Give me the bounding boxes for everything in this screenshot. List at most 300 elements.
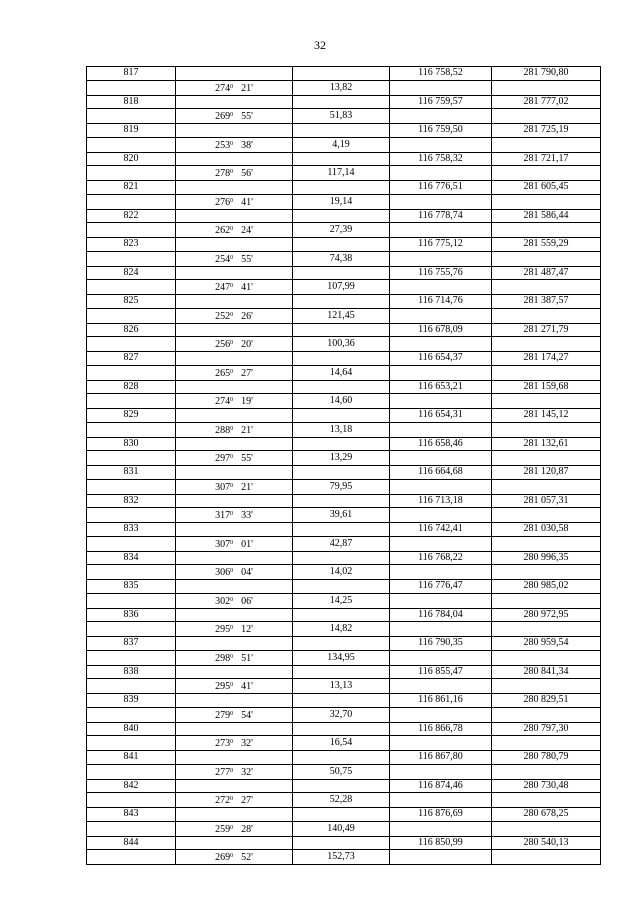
distance: 42,87	[293, 536, 390, 551]
segment-row	[87, 679, 601, 694]
empty-cell	[492, 650, 601, 665]
angle-degrees: $259^0$	[215, 823, 234, 835]
empty-cell	[492, 280, 601, 295]
empty-cell	[492, 793, 601, 808]
x-coordinate: 116 778,74	[390, 209, 492, 223]
segment-row	[87, 166, 601, 181]
segment-row	[87, 308, 601, 323]
point-row	[87, 352, 601, 366]
y-coordinate: 280 841,34	[492, 665, 601, 679]
empty-cell	[87, 764, 176, 779]
x-coordinate: 116 654,31	[390, 409, 492, 423]
empty-cell	[390, 736, 492, 751]
empty-cell	[390, 365, 492, 380]
empty-cell	[176, 808, 293, 822]
y-coordinate: 281 159,68	[492, 380, 601, 394]
segment-row	[87, 764, 601, 779]
empty-cell	[390, 194, 492, 209]
segment-row	[87, 137, 601, 152]
empty-cell	[176, 181, 293, 195]
empty-cell	[293, 523, 390, 537]
angle-degrees: $277^0$	[215, 766, 234, 778]
distance: 100,36	[293, 337, 390, 352]
empty-cell	[390, 280, 492, 295]
coordinates-table-body	[87, 67, 601, 865]
empty-cell	[492, 80, 601, 95]
direction-angle	[176, 707, 293, 722]
direction-angle	[176, 280, 293, 295]
empty-cell	[390, 707, 492, 722]
empty-cell	[492, 565, 601, 580]
empty-cell	[293, 637, 390, 651]
empty-cell	[87, 422, 176, 437]
empty-cell	[293, 808, 390, 822]
point-row	[87, 608, 601, 622]
point-number: 821	[87, 181, 176, 195]
empty-cell	[293, 238, 390, 252]
angle-degrees: $253^0$	[215, 139, 234, 151]
x-coordinate: 116 653,21	[390, 380, 492, 394]
distance: 134,95	[293, 650, 390, 665]
empty-cell	[390, 394, 492, 409]
empty-cell	[87, 707, 176, 722]
angle-degrees: $307^0$	[215, 538, 234, 550]
direction-angle	[176, 80, 293, 95]
point-row	[87, 808, 601, 822]
empty-cell	[492, 308, 601, 323]
empty-cell	[293, 466, 390, 480]
empty-cell	[390, 821, 492, 836]
x-coordinate: 116 876,69	[390, 808, 492, 822]
empty-cell	[492, 479, 601, 494]
empty-cell	[87, 679, 176, 694]
point-row	[87, 751, 601, 765]
point-number: 835	[87, 580, 176, 594]
empty-cell	[390, 80, 492, 95]
y-coordinate: 280 829,51	[492, 694, 601, 708]
direction-angle	[176, 109, 293, 124]
point-number: 840	[87, 722, 176, 736]
empty-cell	[492, 536, 601, 551]
empty-cell	[390, 679, 492, 694]
segment-row	[87, 650, 601, 665]
empty-cell	[390, 593, 492, 608]
angle-minutes: 32'	[241, 738, 253, 749]
angle-degrees: $272^0$	[215, 795, 234, 806]
direction-angle	[176, 793, 293, 808]
empty-cell	[293, 437, 390, 451]
angle-degrees: $276^0$	[215, 196, 234, 208]
segment-row	[87, 337, 601, 352]
distance: 14,82	[293, 622, 390, 637]
segment-row	[87, 223, 601, 238]
point-number: 842	[87, 779, 176, 793]
distance: 14,02	[293, 565, 390, 580]
empty-cell	[293, 409, 390, 423]
empty-cell	[176, 437, 293, 451]
direction-angle	[176, 565, 293, 580]
segment-row	[87, 422, 601, 437]
empty-cell	[492, 707, 601, 722]
y-coordinate: 280 540,13	[492, 836, 601, 850]
segment-row	[87, 251, 601, 266]
empty-cell	[176, 836, 293, 850]
distance: 117,14	[293, 166, 390, 181]
x-coordinate: 116 678,09	[390, 323, 492, 337]
empty-cell	[293, 67, 390, 81]
direction-angle	[176, 365, 293, 380]
empty-cell	[492, 622, 601, 637]
direction-angle	[176, 821, 293, 836]
angle-minutes: 32'	[241, 766, 253, 778]
empty-cell	[390, 850, 492, 865]
segment-row	[87, 793, 601, 808]
empty-cell	[87, 451, 176, 466]
empty-cell	[390, 223, 492, 238]
direction-angle	[176, 422, 293, 437]
empty-cell	[87, 565, 176, 580]
empty-cell	[87, 736, 176, 751]
distance: 16,54	[293, 736, 390, 751]
empty-cell	[87, 166, 176, 181]
point-number: 838	[87, 665, 176, 679]
distance: 121,45	[293, 308, 390, 323]
empty-cell	[87, 508, 176, 523]
distance: 14,64	[293, 365, 390, 380]
x-coordinate: 116 758,32	[390, 152, 492, 166]
x-coordinate: 116 658,46	[390, 437, 492, 451]
empty-cell	[87, 650, 176, 665]
empty-cell	[492, 451, 601, 466]
angle-degrees: $262^0$	[215, 225, 234, 236]
direction-angle	[176, 394, 293, 409]
empty-cell	[293, 836, 390, 850]
empty-cell	[390, 422, 492, 437]
angle-minutes: 20'	[241, 339, 253, 350]
y-coordinate: 281 271,79	[492, 323, 601, 337]
distance: 50,75	[293, 764, 390, 779]
empty-cell	[293, 694, 390, 708]
direction-angle	[176, 593, 293, 608]
point-number: 830	[87, 437, 176, 451]
empty-cell	[87, 280, 176, 295]
angle-degrees: $254^0$	[215, 253, 234, 265]
segment-row	[87, 536, 601, 551]
angle-degrees: $295^0$	[215, 624, 234, 635]
distance: 39,61	[293, 508, 390, 523]
point-row	[87, 67, 601, 81]
segment-row	[87, 508, 601, 523]
angle-degrees: $302^0$	[215, 595, 234, 607]
angle-minutes: 55'	[241, 111, 253, 122]
segment-row	[87, 479, 601, 494]
y-coordinate: 280 780,79	[492, 751, 601, 765]
segment-row	[87, 451, 601, 466]
x-coordinate: 116 855,47	[390, 665, 492, 679]
angle-degrees: $288^0$	[215, 424, 234, 436]
angle-degrees: $278^0$	[215, 168, 234, 179]
point-number: 826	[87, 323, 176, 337]
x-coordinate: 116 654,37	[390, 352, 492, 366]
empty-cell	[293, 722, 390, 736]
angle-minutes: 55'	[241, 453, 253, 464]
segment-row	[87, 850, 601, 865]
angle-minutes: 04'	[241, 567, 253, 578]
distance: 13,82	[293, 80, 390, 95]
empty-cell	[492, 137, 601, 152]
segment-row	[87, 736, 601, 751]
point-row	[87, 409, 601, 423]
direction-angle	[176, 194, 293, 209]
empty-cell	[87, 137, 176, 152]
empty-cell	[293, 124, 390, 138]
angle-degrees: $274^0$	[215, 82, 234, 94]
angle-degrees: $269^0$	[215, 111, 234, 122]
x-coordinate: 116 713,18	[390, 494, 492, 508]
distance: 74,38	[293, 251, 390, 266]
x-coordinate: 116 742,41	[390, 523, 492, 537]
direction-angle	[176, 137, 293, 152]
angle-minutes: 19'	[241, 396, 253, 407]
direction-angle	[176, 622, 293, 637]
angle-minutes: 51'	[241, 652, 253, 664]
empty-cell	[492, 736, 601, 751]
angle-degrees: $247^0$	[215, 282, 234, 293]
point-row	[87, 124, 601, 138]
empty-cell	[492, 251, 601, 266]
distance: 107,99	[293, 280, 390, 295]
empty-cell	[87, 850, 176, 865]
angle-degrees: $317^0$	[215, 510, 234, 521]
direction-angle	[176, 223, 293, 238]
direction-angle	[176, 337, 293, 352]
empty-cell	[176, 779, 293, 793]
angle-minutes: 52'	[241, 852, 253, 863]
distance: 14,25	[293, 593, 390, 608]
empty-cell	[87, 394, 176, 409]
empty-cell	[492, 223, 601, 238]
distance: 79,95	[293, 479, 390, 494]
angle-minutes: 38'	[241, 139, 253, 151]
y-coordinate: 281 725,19	[492, 124, 601, 138]
empty-cell	[176, 751, 293, 765]
point-row	[87, 437, 601, 451]
empty-cell	[176, 466, 293, 480]
empty-cell	[390, 337, 492, 352]
direction-angle	[176, 166, 293, 181]
x-coordinate: 116 664,68	[390, 466, 492, 480]
x-coordinate: 116 867,80	[390, 751, 492, 765]
point-number: 836	[87, 608, 176, 622]
point-row	[87, 779, 601, 793]
x-coordinate: 116 784,04	[390, 608, 492, 622]
x-coordinate: 116 714,76	[390, 295, 492, 309]
distance: 14,60	[293, 394, 390, 409]
empty-cell	[492, 821, 601, 836]
point-row	[87, 836, 601, 850]
y-coordinate: 281 586,44	[492, 209, 601, 223]
y-coordinate: 280 996,35	[492, 551, 601, 565]
empty-cell	[390, 251, 492, 266]
empty-cell	[176, 295, 293, 309]
segment-row	[87, 565, 601, 580]
distance: 51,83	[293, 109, 390, 124]
empty-cell	[87, 622, 176, 637]
empty-cell	[176, 67, 293, 81]
empty-cell	[176, 95, 293, 109]
angle-minutes: 21'	[241, 424, 253, 436]
y-coordinate: 281 132,61	[492, 437, 601, 451]
angle-degrees: $273^0$	[215, 738, 234, 749]
y-coordinate: 281 057,31	[492, 494, 601, 508]
point-row	[87, 181, 601, 195]
x-coordinate: 116 874,46	[390, 779, 492, 793]
point-row	[87, 694, 601, 708]
point-row	[87, 523, 601, 537]
empty-cell	[390, 451, 492, 466]
y-coordinate: 281 030,58	[492, 523, 601, 537]
point-row	[87, 238, 601, 252]
y-coordinate: 281 174,27	[492, 352, 601, 366]
empty-cell	[293, 295, 390, 309]
empty-cell	[293, 494, 390, 508]
empty-cell	[492, 508, 601, 523]
distance: 32,70	[293, 707, 390, 722]
empty-cell	[293, 580, 390, 594]
distance: 27,39	[293, 223, 390, 238]
empty-cell	[176, 694, 293, 708]
segment-row	[87, 109, 601, 124]
empty-cell	[390, 764, 492, 779]
point-row	[87, 665, 601, 679]
angle-minutes: 28'	[241, 823, 253, 835]
point-number: 832	[87, 494, 176, 508]
point-number: 820	[87, 152, 176, 166]
angle-degrees: $298^0$	[215, 652, 234, 664]
empty-cell	[87, 80, 176, 95]
x-coordinate: 116 866,78	[390, 722, 492, 736]
angle-minutes: 06'	[241, 595, 253, 607]
y-coordinate: 281 790,80	[492, 67, 601, 81]
empty-cell	[293, 352, 390, 366]
y-coordinate: 281 387,57	[492, 295, 601, 309]
empty-cell	[492, 337, 601, 352]
empty-cell	[390, 793, 492, 808]
point-number: 833	[87, 523, 176, 537]
empty-cell	[492, 593, 601, 608]
angle-degrees: $279^0$	[215, 709, 234, 721]
empty-cell	[176, 409, 293, 423]
angle-degrees: $295^0$	[215, 681, 234, 692]
y-coordinate: 280 797,30	[492, 722, 601, 736]
direction-angle	[176, 308, 293, 323]
empty-cell	[390, 536, 492, 551]
point-row	[87, 637, 601, 651]
point-number: 819	[87, 124, 176, 138]
empty-cell	[390, 565, 492, 580]
point-number: 844	[87, 836, 176, 850]
point-number: 824	[87, 266, 176, 280]
direction-angle	[176, 251, 293, 266]
coordinates-table	[86, 66, 601, 865]
segment-row	[87, 365, 601, 380]
empty-cell	[293, 181, 390, 195]
y-coordinate: 281 777,02	[492, 95, 601, 109]
direction-angle	[176, 508, 293, 523]
empty-cell	[176, 152, 293, 166]
x-coordinate: 116 759,50	[390, 124, 492, 138]
empty-cell	[492, 422, 601, 437]
empty-cell	[390, 508, 492, 523]
point-number: 841	[87, 751, 176, 765]
point-number: 831	[87, 466, 176, 480]
empty-cell	[293, 779, 390, 793]
empty-cell	[492, 365, 601, 380]
angle-minutes: 41'	[241, 282, 253, 293]
angle-degrees: $274^0$	[215, 396, 234, 407]
point-number: 822	[87, 209, 176, 223]
point-row	[87, 323, 601, 337]
angle-degrees: $252^0$	[215, 310, 234, 322]
empty-cell	[293, 95, 390, 109]
y-coordinate: 280 985,02	[492, 580, 601, 594]
empty-cell	[293, 551, 390, 565]
y-coordinate: 280 959,54	[492, 637, 601, 651]
empty-cell	[293, 209, 390, 223]
empty-cell	[87, 109, 176, 124]
empty-cell	[176, 637, 293, 651]
point-number: 829	[87, 409, 176, 423]
x-coordinate: 116 768,22	[390, 551, 492, 565]
empty-cell	[87, 337, 176, 352]
empty-cell	[390, 622, 492, 637]
empty-cell	[390, 166, 492, 181]
angle-minutes: 21'	[241, 82, 253, 94]
angle-degrees: $306^0$	[215, 567, 234, 578]
empty-cell	[390, 308, 492, 323]
point-row	[87, 494, 601, 508]
angle-minutes: 24'	[241, 225, 253, 236]
direction-angle	[176, 850, 293, 865]
empty-cell	[293, 380, 390, 394]
angle-minutes: 41'	[241, 196, 253, 208]
empty-cell	[492, 166, 601, 181]
point-row	[87, 722, 601, 736]
empty-cell	[87, 536, 176, 551]
angle-degrees: $265^0$	[215, 367, 234, 379]
point-row	[87, 295, 601, 309]
angle-minutes: 54'	[241, 709, 253, 721]
empty-cell	[293, 665, 390, 679]
empty-cell	[492, 194, 601, 209]
point-row	[87, 551, 601, 565]
empty-cell	[176, 124, 293, 138]
angle-degrees: $256^0$	[215, 339, 234, 350]
angle-minutes: 55'	[241, 253, 253, 265]
y-coordinate: 280 730,48	[492, 779, 601, 793]
angle-degrees: $269^0$	[215, 852, 234, 863]
empty-cell	[176, 523, 293, 537]
angle-degrees: $297^0$	[215, 453, 234, 464]
distance: 13,13	[293, 679, 390, 694]
point-row	[87, 95, 601, 109]
empty-cell	[176, 209, 293, 223]
direction-angle	[176, 679, 293, 694]
point-number: 834	[87, 551, 176, 565]
point-number: 837	[87, 637, 176, 651]
angle-minutes: 21'	[241, 481, 253, 493]
point-number: 817	[87, 67, 176, 81]
